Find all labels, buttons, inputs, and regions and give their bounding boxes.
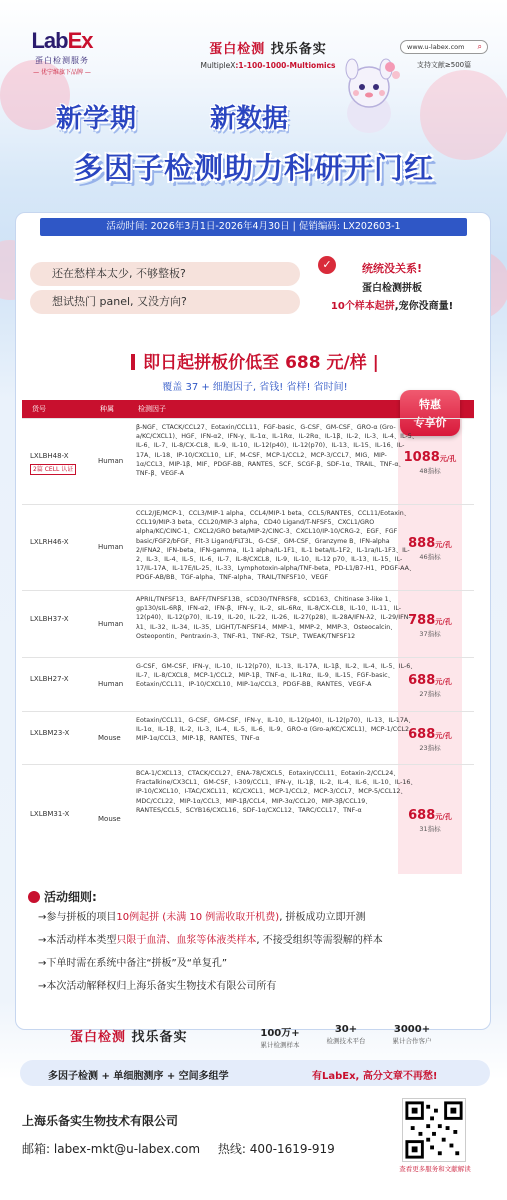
promo-callout xyxy=(292,250,492,328)
table-row xyxy=(22,764,474,874)
qr-caption: 查看更多服务和文献解读 xyxy=(399,1165,471,1173)
price-cell xyxy=(400,669,460,698)
hero-line1b: 新数据 xyxy=(210,104,289,134)
product-code: LXLBH48-X xyxy=(30,452,69,460)
stat-samples: 100万+ 累计检测样本 xyxy=(260,1028,300,1049)
stat-platforms: 30+ 检测技术平台 xyxy=(326,1024,366,1045)
mascot-illustration xyxy=(330,55,408,135)
footer-slogan: 蛋白检测 找乐备实 xyxy=(70,1030,188,1045)
column-header-species: 种属 xyxy=(100,405,114,413)
product-code: LXLBM23-X xyxy=(30,728,70,737)
badge-line1: 特惠 xyxy=(419,398,441,411)
species: Mouse xyxy=(98,733,121,742)
product-code: LXLBM31-X xyxy=(30,810,70,818)
species: Human xyxy=(98,680,124,688)
footer-service-bar xyxy=(20,1060,490,1086)
promo-callout-line1: 统统没关系! xyxy=(361,262,423,275)
price-headline: 即日起拼板价低至 688 元/样 | xyxy=(100,348,410,373)
company-name: 上海乐备实生物技术有限公司 xyxy=(22,1114,179,1128)
hero-headline: 多因子检测助力科研开门红 xyxy=(73,151,434,185)
hero-line1a: 新学期 xyxy=(56,104,138,134)
contact-line: 邮箱: labex-mkt@u-labex.com 热线: 400-1619-919 xyxy=(22,1142,335,1156)
activity-time-bar: 活动时间: 2026年3月1日-2026年4月30日 | 促销编码: LX202603-1 xyxy=(40,218,467,236)
phone-number[interactable]: 400-1619-919 xyxy=(249,1142,335,1156)
species: Mouse xyxy=(98,815,121,823)
factor-list: BCA-1/CXCL13、CTACK/CCL27、ENA-78/CXCL5、Eotaxin/CCL11、Eotaxin-2/CCL24、Fractalkine/CX3CL1、GM-CSF、I-309/CCL1、IFN-γ、IL-1β、IL-2、IL-4、IL-6、IL-10、IL-16、IP-10/CXCL10、I-TAC/CXCL11、KC/CXCL1、MCP-1/CCL2、MCP-3/CCL7、MCP-5/CCL12、MDC/CCL22、MIP-1α/CCL3、MIP-1β/CCL4、MIP-3α/CCL20、MIP-3β/CCL19、RANTES/CCL5、SCYB16/CXCL16、SDF-1α/CXCL12、TARC/CCL17、TNF-α xyxy=(136,770,417,814)
indicator-count: 37指标 xyxy=(419,629,441,638)
indicator-count: 31指标 xyxy=(419,825,441,833)
price-value: 688元/孔 xyxy=(408,673,452,688)
table-row xyxy=(22,657,474,711)
price-value: 688元/孔 xyxy=(408,808,452,823)
cell-certified-tag: 2篇 CELL 认证 xyxy=(30,464,76,475)
details-item: →下单时需在系统中备注“拼板”及“单复孔” xyxy=(38,958,228,969)
logo-wordmark: LabEx xyxy=(31,28,93,53)
table-row xyxy=(22,590,474,657)
factor-list: β-NGF、CTACK/CCL27、Eotaxin/CCL11、FGF-basic、G-CSF、GM-CSF、GRO-α (Gro-a/KC/CXCL1)、HGF、IFN-α2、IFN-γ、IL-1α、IL-1Rα、IL-2Rα、IL-1β、IL-2、IL-3、IL-4、IL-5、IL-6、IL-7、IL-8/CX-CL8、IL-9、IL-10、IL-12(p40)、IL-12(p70)、IL-13、IL-15、IL-16、IL-17A、IL-18、IP-10/CXCL10、LIF、M-CSF、MCP-1/CCL2、MCP-3/CCL7、MIG、MIP-1α/CCL3、MIP-1β、MIF、PDGF-BB、RANTES、SCF、SCGF-β、SDF-1α、TRAIL、TNF-α、TNF-β、VEGF-A xyxy=(136,424,418,478)
factor-list: G-CSF、GM-CSF、IFN-γ、IL-10、IL-12(p70)、IL-13、IL-17A、IL-1β、IL-2、IL-4、IL-5、IL-6、IL-7、IL-8/CXCL8、MCP-1/CCL2、MIP-1β、TNF-α、IL-1Rα、IL-9、IL-15、FGF-basic、Eotaxin/CCL11、IP-10/CXCL10、MIP-1α/CCL3、PDGF-BB、RANTES、VEGF-A xyxy=(136,663,417,689)
product-code: LXLBH37-X xyxy=(30,614,69,623)
header-subtitle: MultipleX:1-100-1000-Multiomics xyxy=(200,61,336,70)
product-code: LXLRH46-X xyxy=(30,538,69,546)
price-value: 1088元/孔 xyxy=(403,450,457,465)
website-url-box[interactable]: www.u-labex.com ⌕ xyxy=(400,40,488,54)
footer-tagline: 有LabEx, 高分文章不再愁! xyxy=(312,1071,438,1082)
price-cell xyxy=(400,723,460,752)
logo-subtitle: 蛋白检测服务 xyxy=(35,56,89,65)
question-pill-2: 想试热门 panel, 又没方向? xyxy=(30,290,300,314)
logo-tagline: — 优宁维旗下品牌 — xyxy=(33,69,91,76)
details-item: →参与拼板的项目10例起拼 (未满 10 例需收取开机费), 拼板成功立即开测 xyxy=(38,912,366,923)
column-header-code: 货号 xyxy=(32,405,46,413)
details-title: 活动细则: xyxy=(28,888,97,905)
price-cell xyxy=(400,532,460,561)
badge-line2: 专享价 xyxy=(413,416,447,429)
factor-list: CCL2/JE/MCP-1、CCL3/MIP-1 alpha、CCL4/MIP-1 beta、CCL5/RANTES、CCL11/Eotaxin、CCL19/MIP-3 beta、CCL20/MIP-3 alpha、CD40 Ligand/T-NFSF5、CXCL1/GRO alpha/KC/CINC-1、CXCL2/GRO beta/MIP-2/CINC-3、CXCL10/IP-10/CRG-2、EGF、FGF basic/FGF2/bFGF、Flt-3 Ligand/FLT3L、G-CSF、GM-CSF、Granzyme B、IFN-alpha 2/IFNA2、IFN-beta、IFN-gamma、IL-1 alpha/IL-1F1、IL-1 beta/IL-1F2、IL-1ra/IL-1F3、IL-2、IL-3、IL-4、IL-5、IL-6、IL-7、IL-8/CXCL8、IL-9、IL-10、IL-12 p70、IL-13、IL-15、IL-17/IL-17A、IL-17E/IL-25、IL-33、Lymphotoxin-alpha/TNF-beta、PD-L1/B7-H1、PDGF-AA、PDGF-AB/BB、TGF-alpha、TNF-alpha、TRAIL/TNFSF10、VEGF xyxy=(136,510,416,582)
indicator-count: 27指标 xyxy=(419,690,441,698)
species: Human xyxy=(98,543,124,551)
indicator-count: 48指标 xyxy=(419,467,441,475)
factor-list: Eotaxin/CCL11、G-CSF、GM-CSF、IFN-γ、IL-10、IL-12(p40)、IL-12(p70)、IL-13、IL-17A、IL-1α、IL-1β、IL-2、IL-3、IL-4、IL-5、IL-6、IL-9、GRO-α (Gro-a/KC/CXCL1)、MCP-1/CCL2、MIP-1α/CCL3、MIP-1β、RANTES、TNF-α xyxy=(136,717,416,743)
price-value: 688元/孔 xyxy=(408,726,452,742)
info-icon xyxy=(28,891,40,903)
stat-clients: 3000+ 累计合作客户 xyxy=(392,1024,432,1045)
product-code: LXLBH27-X xyxy=(30,675,69,683)
header-right xyxy=(400,40,488,70)
indicator-count: 46指标 xyxy=(419,553,441,561)
promo-callout-line2: 蛋白检测拼板 xyxy=(362,283,422,294)
species: Human xyxy=(98,619,124,628)
price-cell xyxy=(400,609,460,638)
details-item: →本次活动解释权归上海乐备实生物技术有限公司所有 xyxy=(38,981,277,992)
check-icon: ✓ xyxy=(318,256,336,274)
table-row xyxy=(22,711,474,764)
table-row xyxy=(22,504,474,590)
details-item: →本活动样本类型只限于血清、血浆等体液类样本, 不接受组织等需裂解的样本 xyxy=(38,935,383,946)
labex-logo xyxy=(22,28,102,76)
header-title: 蛋白检测 找乐备实 xyxy=(209,42,327,57)
search-icon: ⌕ xyxy=(477,42,482,51)
price-cell xyxy=(400,804,460,833)
question-pill-1: 还在愁样本太少, 不够整板? xyxy=(30,262,300,286)
coverage-line: 覆盖 37 + 细胞因子, 省钱! 省样! 省时间! xyxy=(162,382,348,393)
factor-list: APRIL/TNFSF13、BAFF/TNFSF13B、sCD30/TNFRSF8、sCD163、Chitinase 3-like 1、gp130/sIL-6Rβ、IFN-α2、IFN-β、IFN-γ、IL-2、sIL-6Rα、IL-8/CX-CL8、IL-10、IL-11、IL-12(p40)、IL-12(p70)、IL-19、IL-20、IL-22、IL-26、IL-27(p28)、IL-28A/IFN-λ2、IL-29/IFN-λ1、IL-32、IL-34、IL-35、LIGHT/T-NFSF14、MMP-1、MMP-2、MMP-3、Osteocalcin、Osteopontin、Pentraxin-3、TNF-R1、TNF-R2、TSLP、TWEAK/TNFSF12 xyxy=(136,596,411,640)
price-cell xyxy=(400,446,460,475)
support-text: 支持文献≥500篇 xyxy=(416,61,472,69)
accent-bar xyxy=(131,354,135,370)
promo-callout-line3: 10个样本起拼,宠你没商量! xyxy=(330,301,454,312)
column-header-factors: 检测因子 xyxy=(138,405,166,413)
table-row xyxy=(22,418,474,504)
qr-code[interactable] xyxy=(402,1098,466,1162)
price-value: 788元/孔 xyxy=(408,612,452,628)
email-link[interactable]: labex-mkt@u-labex.com xyxy=(53,1142,201,1156)
services-text: 多因子检测 + 单细胞测序 + 空间多组学 xyxy=(48,1071,229,1082)
price-value: 888元/孔 xyxy=(408,536,452,551)
species: Human xyxy=(98,457,124,465)
indicator-count: 23指标 xyxy=(419,743,441,752)
